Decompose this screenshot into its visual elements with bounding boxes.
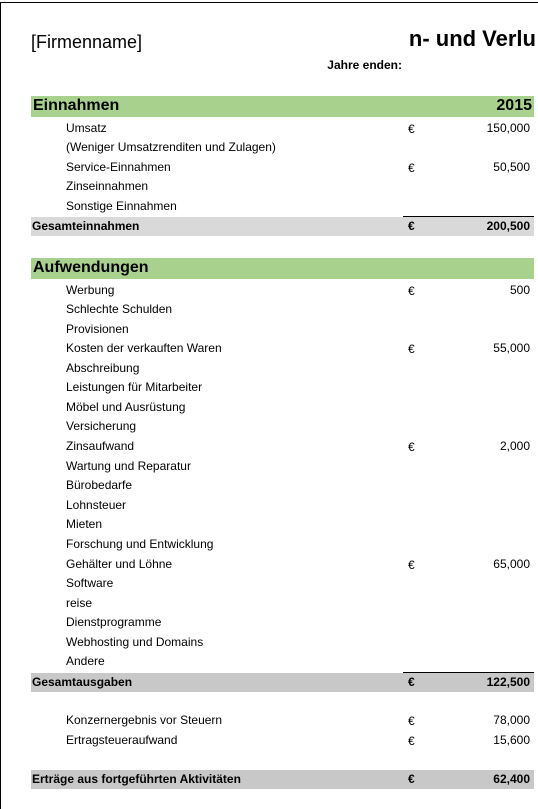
expense-row xyxy=(0,378,538,397)
summary-row xyxy=(0,711,538,730)
summary-row xyxy=(0,731,538,750)
row-currency[interactable]: € xyxy=(408,440,415,454)
row-value[interactable]: 65,000 xyxy=(493,557,530,571)
expense-row xyxy=(0,320,538,339)
row-label[interactable]: Webhosting und Domains xyxy=(66,635,204,649)
row-value[interactable]: 78,000 xyxy=(493,713,530,727)
years-ending-label[interactable]: Jahre enden: xyxy=(327,58,402,72)
row-label[interactable]: (Weniger Umsatzrenditen und Zulagen) xyxy=(66,140,276,154)
total-value[interactable]: 200,500 xyxy=(486,219,530,233)
row-label[interactable]: Versicherung xyxy=(66,419,137,433)
row-label[interactable]: Schlechte Schulden xyxy=(66,302,173,316)
row-label[interactable]: Bürobedarfe xyxy=(66,478,133,492)
expense-row xyxy=(0,574,538,593)
row-label[interactable]: Lohnsteuer xyxy=(66,498,127,512)
expense-row xyxy=(0,613,538,632)
expense-row xyxy=(0,300,538,319)
total-rule xyxy=(403,672,534,673)
expenses-section-header xyxy=(31,258,534,279)
row-value[interactable]: 150,000 xyxy=(486,121,530,135)
row-label[interactable]: Zinsaufwand xyxy=(66,439,135,453)
income-row xyxy=(0,158,538,177)
row-currency[interactable]: € xyxy=(408,284,415,298)
row-label[interactable]: Gehälter und Löhne xyxy=(66,557,173,571)
row-label[interactable]: Leistungen für Mitarbeiter xyxy=(66,380,203,394)
expense-row xyxy=(0,417,538,436)
income-section-title[interactable]: Einnahmen xyxy=(33,97,120,114)
company-name[interactable]: [Firmenname] xyxy=(31,32,143,52)
row-label[interactable]: Provisionen xyxy=(66,322,129,336)
total-currency[interactable]: € xyxy=(408,219,415,233)
total-label[interactable]: Gesamtausgaben xyxy=(32,675,133,689)
row-value[interactable]: 50,500 xyxy=(493,160,530,174)
expense-row xyxy=(0,633,538,652)
expense-row xyxy=(0,457,538,476)
row-label[interactable]: Möbel und Ausrüstung xyxy=(66,400,186,414)
expense-row xyxy=(0,652,538,671)
sheet-top-border xyxy=(0,2,538,3)
row-currency[interactable]: € xyxy=(408,161,415,175)
document-title[interactable]: n- und Verlu xyxy=(408,26,536,51)
expense-row xyxy=(0,476,538,495)
income-row xyxy=(0,197,538,216)
total-value[interactable]: 122,500 xyxy=(486,675,530,689)
row-label[interactable]: Sonstige Einnahmen xyxy=(66,199,177,213)
income-total-row xyxy=(31,217,534,236)
expense-row xyxy=(0,339,538,358)
row-value[interactable]: 15,600 xyxy=(493,733,530,747)
row-label[interactable]: Werbung xyxy=(66,283,115,297)
row-label[interactable]: reise xyxy=(66,596,93,610)
row-label[interactable]: Wartung und Reparatur xyxy=(66,459,191,473)
row-currency[interactable]: € xyxy=(408,714,415,728)
row-value[interactable]: 500 xyxy=(509,283,530,297)
income-row xyxy=(0,138,538,157)
total-label[interactable]: Gesamteinnahmen xyxy=(32,219,140,233)
row-label[interactable]: Dienstprogramme xyxy=(66,615,162,629)
expense-row xyxy=(0,535,538,554)
total-currency[interactable]: € xyxy=(408,675,415,689)
row-label[interactable]: Kosten der verkauften Waren xyxy=(66,341,222,355)
total-currency[interactable]: € xyxy=(408,772,415,786)
row-value[interactable]: 2,000 xyxy=(499,439,530,453)
total-value[interactable]: 62,400 xyxy=(493,772,530,786)
row-label[interactable]: Ertragsteueraufwand xyxy=(66,733,178,747)
total-label[interactable]: Erträge aus fortgeführten Aktivitäten xyxy=(32,772,241,786)
expense-row xyxy=(0,496,538,515)
row-label[interactable]: Service-Einnahmen xyxy=(66,160,171,174)
expenses-total-row xyxy=(31,673,534,692)
total-rule xyxy=(403,216,534,217)
expense-row xyxy=(0,594,538,613)
row-currency[interactable]: € xyxy=(408,342,415,356)
net-income-total-row xyxy=(31,770,534,789)
income-section-header xyxy=(31,96,534,117)
row-label[interactable]: Abschreibung xyxy=(66,361,140,375)
row-value[interactable]: 55,000 xyxy=(493,341,530,355)
row-currency[interactable]: € xyxy=(408,734,415,748)
expense-row xyxy=(0,398,538,417)
expense-row xyxy=(0,281,538,300)
expense-row xyxy=(0,515,538,534)
row-label[interactable]: Software xyxy=(66,576,114,590)
expense-row xyxy=(0,437,538,456)
year-header[interactable]: 2015 xyxy=(496,97,532,114)
income-row xyxy=(0,177,538,196)
row-currency[interactable]: € xyxy=(408,558,415,572)
row-label[interactable]: Zinseinnahmen xyxy=(66,179,149,193)
expenses-section-title[interactable]: Aufwendungen xyxy=(33,259,149,276)
expense-row xyxy=(0,555,538,574)
income-row xyxy=(0,119,538,138)
row-label[interactable]: Forschung und Entwicklung xyxy=(66,537,214,551)
row-label[interactable]: Umsatz xyxy=(66,121,107,135)
row-label[interactable]: Mieten xyxy=(66,517,103,531)
row-currency[interactable]: € xyxy=(408,122,415,136)
row-label[interactable]: Konzernergebnis vor Steuern xyxy=(66,713,223,727)
expense-row xyxy=(0,359,538,378)
row-label[interactable]: Andere xyxy=(66,654,105,668)
